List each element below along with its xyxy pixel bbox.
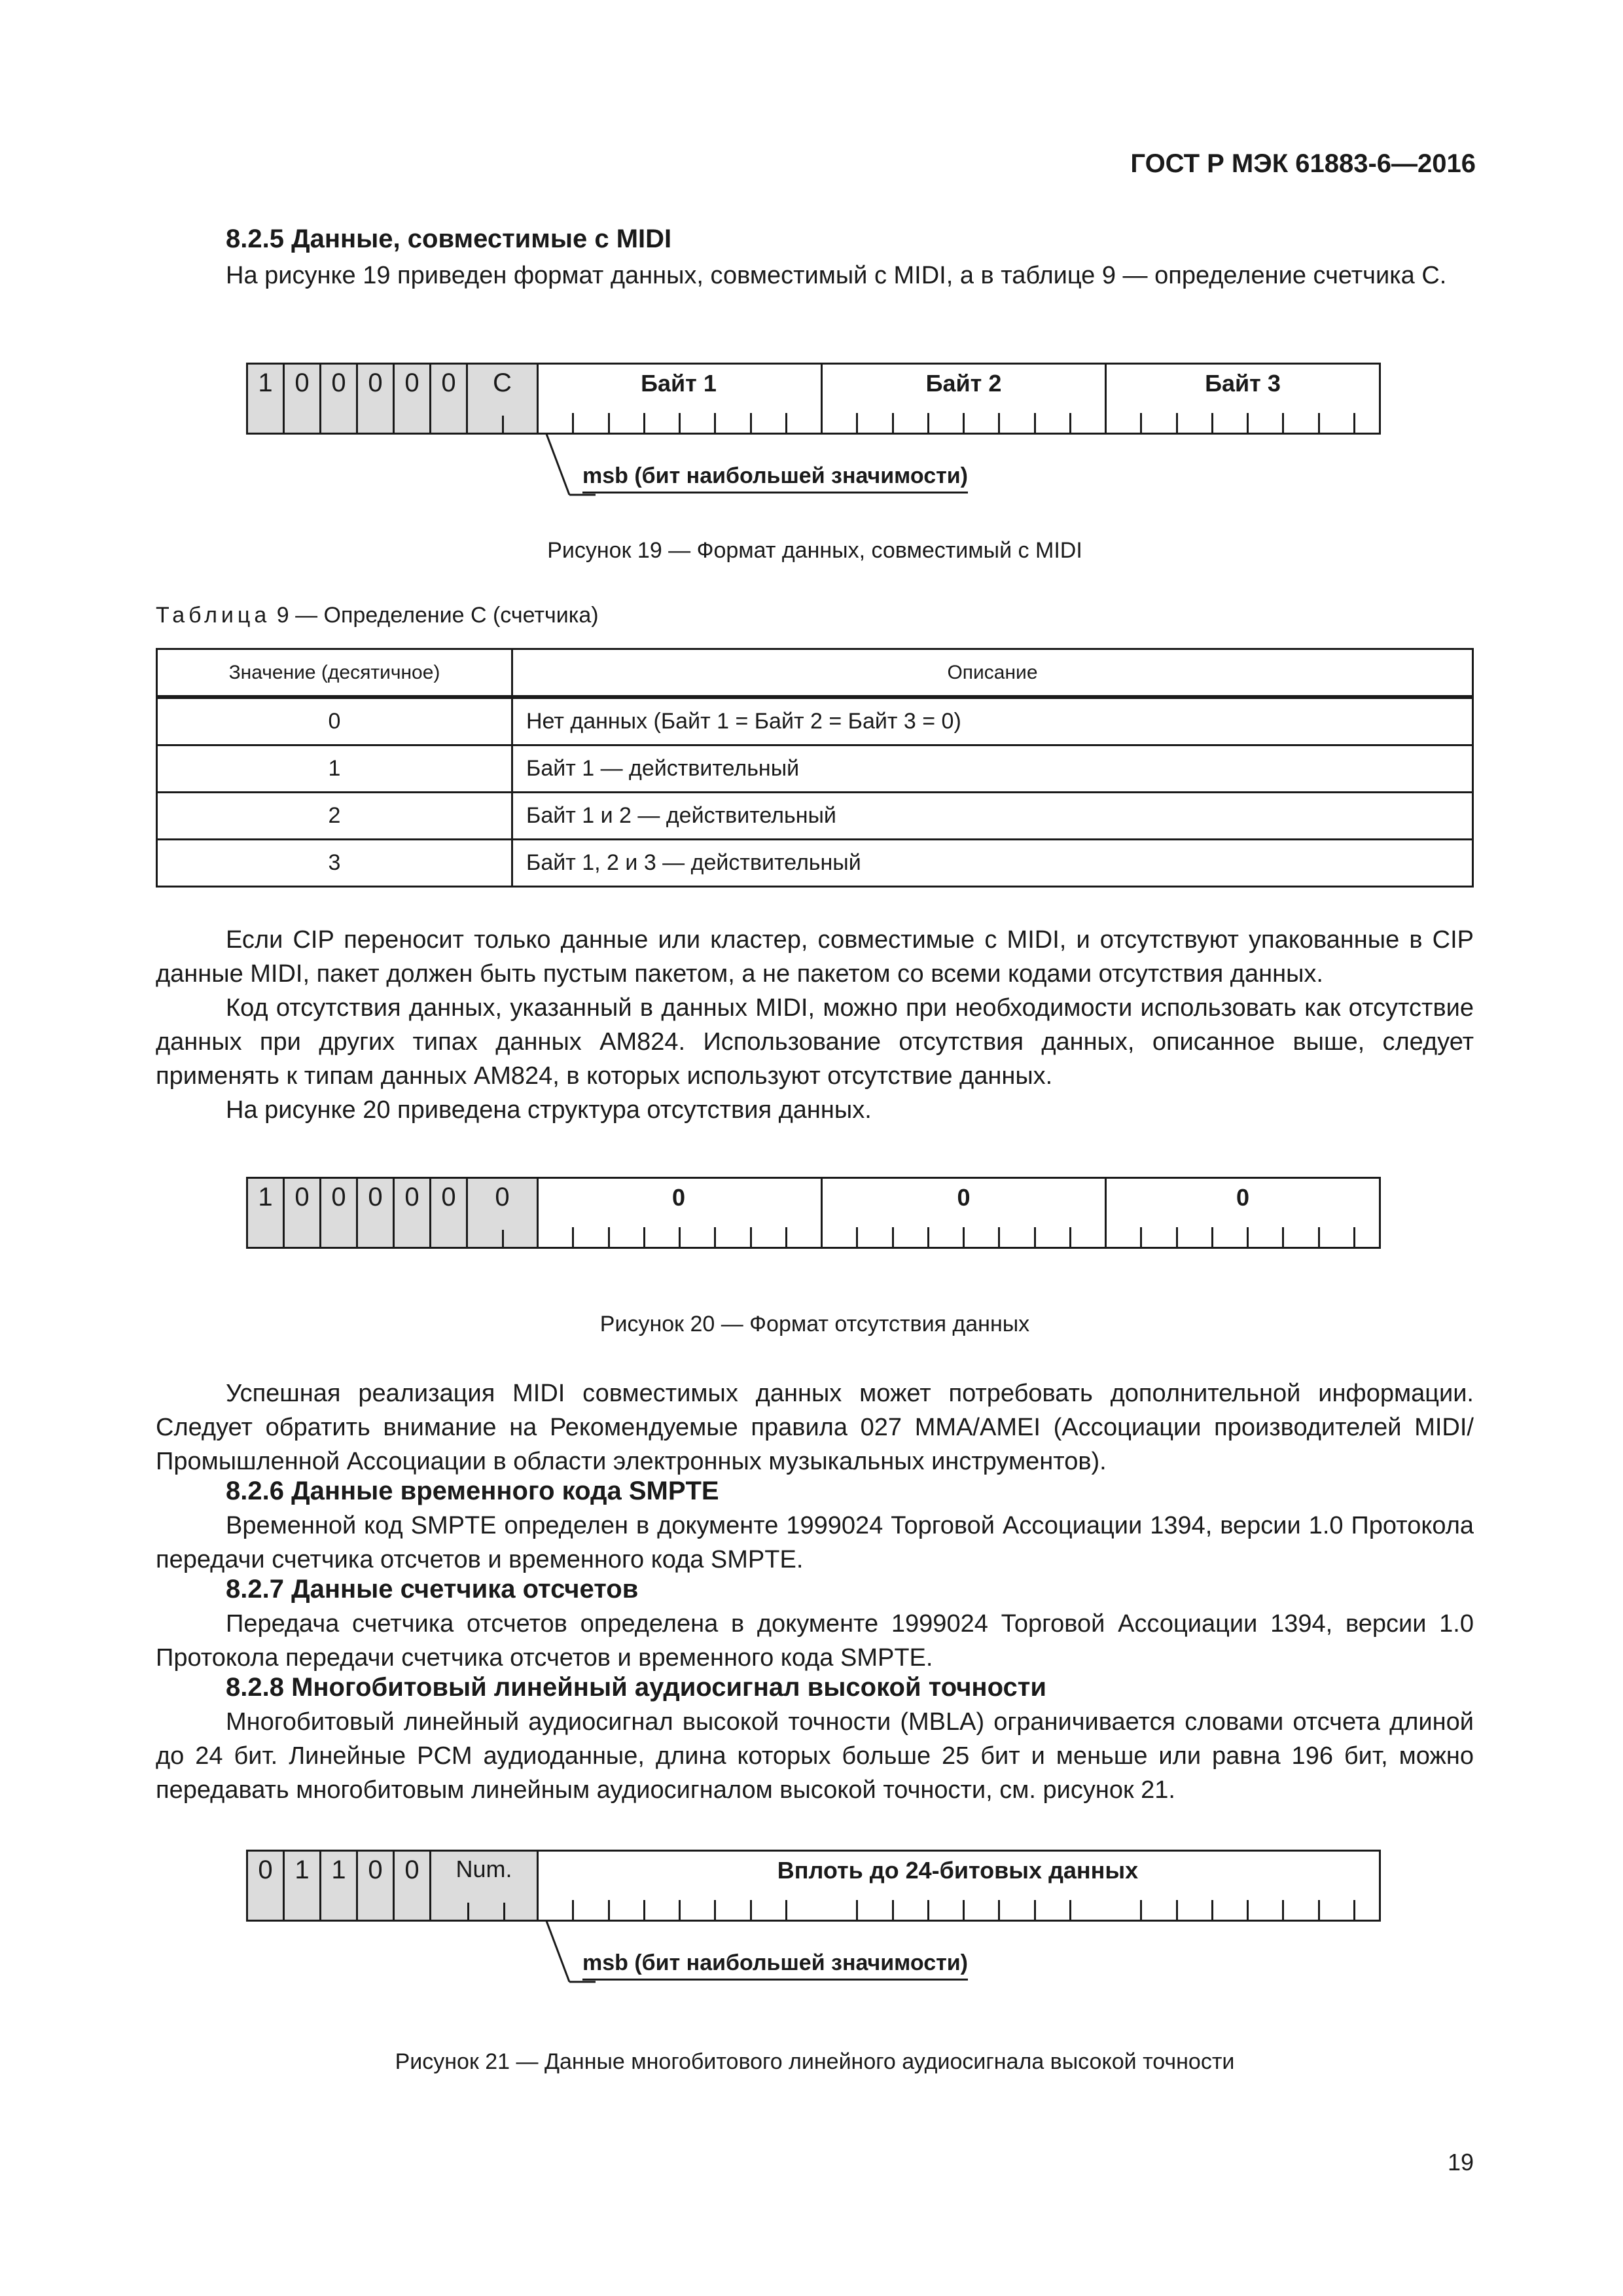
- bit-tick: [572, 1227, 574, 1247]
- bit-tick: [1176, 413, 1178, 433]
- bit-tick: [750, 413, 752, 433]
- table-cell: Байт 1 — действительный: [512, 745, 1473, 793]
- bit-tick: [608, 1227, 610, 1247]
- table9-title-rest: 9 — Определение C (счетчика): [270, 603, 599, 628]
- table-cell: Байт 1 и 2 — действительный: [512, 793, 1473, 840]
- fig19-caption: Рисунок 19 — Формат данных, совместимый с MIDI: [547, 538, 1082, 563]
- table-row: [157, 745, 1473, 793]
- bit-tick: [1318, 1227, 1320, 1247]
- bit-tick: [927, 413, 929, 433]
- bit-tick: [572, 413, 574, 433]
- fig19-bit: 0: [431, 365, 468, 433]
- fig20-field: 0: [671, 1184, 686, 1211]
- bit-tick: [998, 1227, 1000, 1247]
- fig21-bit: 0: [248, 1852, 285, 1920]
- fig20-bit: 0: [358, 1179, 395, 1247]
- fig19-field: Байт 1: [641, 370, 717, 397]
- bit-tick: [643, 1900, 645, 1920]
- bit-tick: [856, 1900, 858, 1920]
- bit-tick: [1282, 1900, 1284, 1920]
- bit-tick: [1140, 1227, 1142, 1247]
- table-cell: Нет данных (Байт 1 = Байт 2 = Байт 3 = 0): [512, 697, 1473, 745]
- fig19-bit: 1: [248, 365, 285, 433]
- fig20-field: 0: [1105, 1179, 1379, 1247]
- table-cell: 1: [157, 745, 512, 793]
- fig20-caption: Рисунок 20 — Формат отсутствия данных: [599, 1312, 1030, 1336]
- bit-tick: [892, 1900, 894, 1920]
- table-9: [156, 648, 1474, 888]
- table-cell: 0: [157, 697, 512, 745]
- table-cell: 2: [157, 793, 512, 840]
- section-text-8-2-6: Временной код SMPTE определен в документе 1999024 Торговой Ассоциации 1394, версии 1.0 Протокола передачи счетчика отсчетов и временного кода SMPTE.: [156, 1512, 1474, 1573]
- fig19-bit-c: C: [468, 365, 539, 433]
- fig19-field: Байт 3: [1105, 365, 1379, 433]
- fig20-bit: 0: [285, 1179, 321, 1247]
- bit-tick: [1176, 1900, 1178, 1920]
- bit-tick: [1353, 1900, 1355, 1920]
- bit-tick: [572, 1900, 574, 1920]
- fig19-frame: [246, 363, 1381, 435]
- table-row: [157, 840, 1473, 887]
- fig19-bit: 0: [285, 365, 321, 433]
- fig21-frame: [246, 1850, 1381, 1922]
- section-heading-8-2-7: 8.2.7 Данные счетчика отсчетов: [226, 1575, 639, 1604]
- paragraph: На рисунке 20 приведена структура отсутствия данных.: [226, 1096, 872, 1124]
- fig21-bit: 0: [395, 1852, 431, 1920]
- bit-tick: [679, 1227, 681, 1247]
- bit-tick: [963, 1227, 965, 1247]
- body-text-block-a: [156, 923, 1474, 1127]
- bit-tick: [714, 413, 716, 433]
- fig20-bit: 0: [321, 1179, 358, 1247]
- bit-tick: [714, 1227, 716, 1247]
- paragraph: Если CIP переносит только данные или кластер, совместимые с MIDI, и отсутствуют упакованные в CIP данные MIDI, пакет должен быть пустым пакетом, а не пакетом со всеми кодами отсутствия данных.: [156, 926, 1474, 988]
- bit-tick: [1176, 1227, 1178, 1247]
- fig20-bit-c: 0: [468, 1179, 539, 1247]
- bit-tick: [679, 413, 681, 433]
- section-heading-8-2-8: 8.2.8 Многобитовый линейный аудиосигнал высокой точности: [226, 1673, 1046, 1702]
- bit-tick: [1034, 1900, 1036, 1920]
- bit-tick: [892, 1227, 894, 1247]
- bit-tick: [608, 1900, 610, 1920]
- bit-tick: [1034, 1227, 1036, 1247]
- fig21-tick: [503, 1903, 505, 1920]
- bit-tick: [1140, 1900, 1142, 1920]
- bit-tick: [1211, 1227, 1213, 1247]
- fig21-bit: 0: [358, 1852, 395, 1920]
- fig21-caption: Рисунок 21 — Данные многобитового линейного аудиосигнала высокой точности: [395, 2049, 1235, 2074]
- table9-title-prefix: Таблица: [156, 603, 271, 628]
- table-cell: 3: [157, 840, 512, 887]
- fig20-bit: 0: [431, 1179, 468, 1247]
- fig20-bit: 1: [248, 1179, 285, 1247]
- fig20-field: 0: [821, 1179, 1105, 1247]
- bit-tick: [643, 1227, 645, 1247]
- document-header: ГОСТ Р МЭК 61883-6—2016: [1130, 149, 1476, 178]
- fig21-msb-label: msb (бит наибольшей значимости): [582, 1950, 968, 1981]
- bit-tick: [963, 413, 965, 433]
- table-cell: Байт 1, 2 и 3 — действительный: [512, 840, 1473, 887]
- table9-title: [156, 603, 599, 628]
- bit-tick: [714, 1900, 716, 1920]
- bit-tick: [1247, 1227, 1249, 1247]
- bit-tick: [1247, 1900, 1249, 1920]
- fig19-bit: 0: [358, 365, 395, 433]
- bit-tick: [785, 413, 787, 433]
- fig19-tick: [502, 416, 504, 433]
- fig19-msb-label: msb (бит наибольшей значимости): [582, 463, 968, 493]
- fig21-tick: [467, 1903, 469, 1920]
- paragraph: Код отсутствия данных, указанный в данных MIDI, можно при необходимости использовать как отсутствие данных при других типах данных AM824. Использование отсутствия данных, описанное выше, следует применять к типам данных AM824, в которых используют отсутствие данных.: [156, 994, 1474, 1090]
- bit-tick: [1282, 1227, 1284, 1247]
- bit-tick: [1211, 413, 1213, 433]
- bit-tick: [963, 1900, 965, 1920]
- bit-tick: [892, 413, 894, 433]
- bit-tick: [608, 413, 610, 433]
- bit-tick: [1211, 1900, 1213, 1920]
- section-heading-8-2-6: 8.2.6 Данные временного кода SMPTE: [226, 1477, 719, 1505]
- fig20-bit: 0: [395, 1179, 431, 1247]
- bit-tick: [998, 413, 1000, 433]
- section-intro-8-2-5: На рисунке 19 приведен формат данных, совместимый с MIDI, а в таблице 9 — определение счетчика C.: [226, 262, 1447, 289]
- table-row: [157, 793, 1473, 840]
- bit-tick: [643, 413, 645, 433]
- bit-tick: [1282, 413, 1284, 433]
- bit-tick: [785, 1900, 787, 1920]
- section-heading-8-2-5: 8.2.5 Данные, совместимые с MIDI: [226, 224, 672, 253]
- bit-tick: [1069, 1900, 1071, 1920]
- bit-tick: [998, 1900, 1000, 1920]
- table9-col-header: Описание: [512, 649, 1473, 698]
- bit-tick: [856, 1227, 858, 1247]
- bit-tick: [927, 1227, 929, 1247]
- bit-tick: [1247, 413, 1249, 433]
- bit-tick: [1069, 413, 1071, 433]
- fig21-bit: 1: [285, 1852, 321, 1920]
- bit-tick: [1069, 1227, 1071, 1247]
- page-number: 19: [1447, 2149, 1474, 2176]
- fig20-frame: [246, 1177, 1381, 1249]
- section-text-8-2-7: Передача счетчика отсчетов определена в документе 1999024 Торговой Ассоциации 1394, версии 1.0 Протокола передачи счетчика отсчетов и временного кода SMPTE.: [156, 1610, 1474, 1672]
- section-text-8-2-8: Многобитовый линейный аудиосигнал высокой точности (MBLA) ограничивается словами отсчета длиной до 24 бит. Линейные PCM аудиоданные, длина которых больше 25 бит и меньше или равна 196 бит, можно передавать многобитовым линейным аудиосигналом высокой точности, см. рисунок 21.: [156, 1708, 1474, 1804]
- bit-tick: [750, 1900, 752, 1920]
- fig19-bit: 0: [395, 365, 431, 433]
- bit-tick: [679, 1900, 681, 1920]
- fig21-field: Вплоть до 24-битовых данных: [777, 1857, 1139, 1884]
- bit-tick: [1140, 413, 1142, 433]
- bit-tick: [1353, 1227, 1355, 1247]
- paragraph-midi-info: Успешная реализация MIDI совместимых данных может потребовать дополнительной информации. Следует обратить внимание на Рекомендуемые правила 027 MMA/AMEI (Ассоциации производителей MIDI/Промышленной Ассоциации в области электронных музыкальных инструментов).: [156, 1380, 1474, 1475]
- table9-col-header: Значение (десятичное): [157, 649, 512, 698]
- fig21-num: Num.: [431, 1852, 539, 1920]
- bit-tick: [785, 1227, 787, 1247]
- bit-tick: [750, 1227, 752, 1247]
- bit-tick: [1318, 1900, 1320, 1920]
- bit-tick: [1353, 413, 1355, 433]
- fig19-bit: 0: [321, 365, 358, 433]
- bit-tick: [1034, 413, 1036, 433]
- fig21-bit: 1: [321, 1852, 358, 1920]
- table-row: [157, 697, 1473, 745]
- bit-tick: [1318, 413, 1320, 433]
- fig20-tick: [502, 1230, 504, 1247]
- bit-tick: [856, 413, 858, 433]
- bit-tick: [927, 1900, 929, 1920]
- fig19-field: Байт 2: [821, 365, 1105, 433]
